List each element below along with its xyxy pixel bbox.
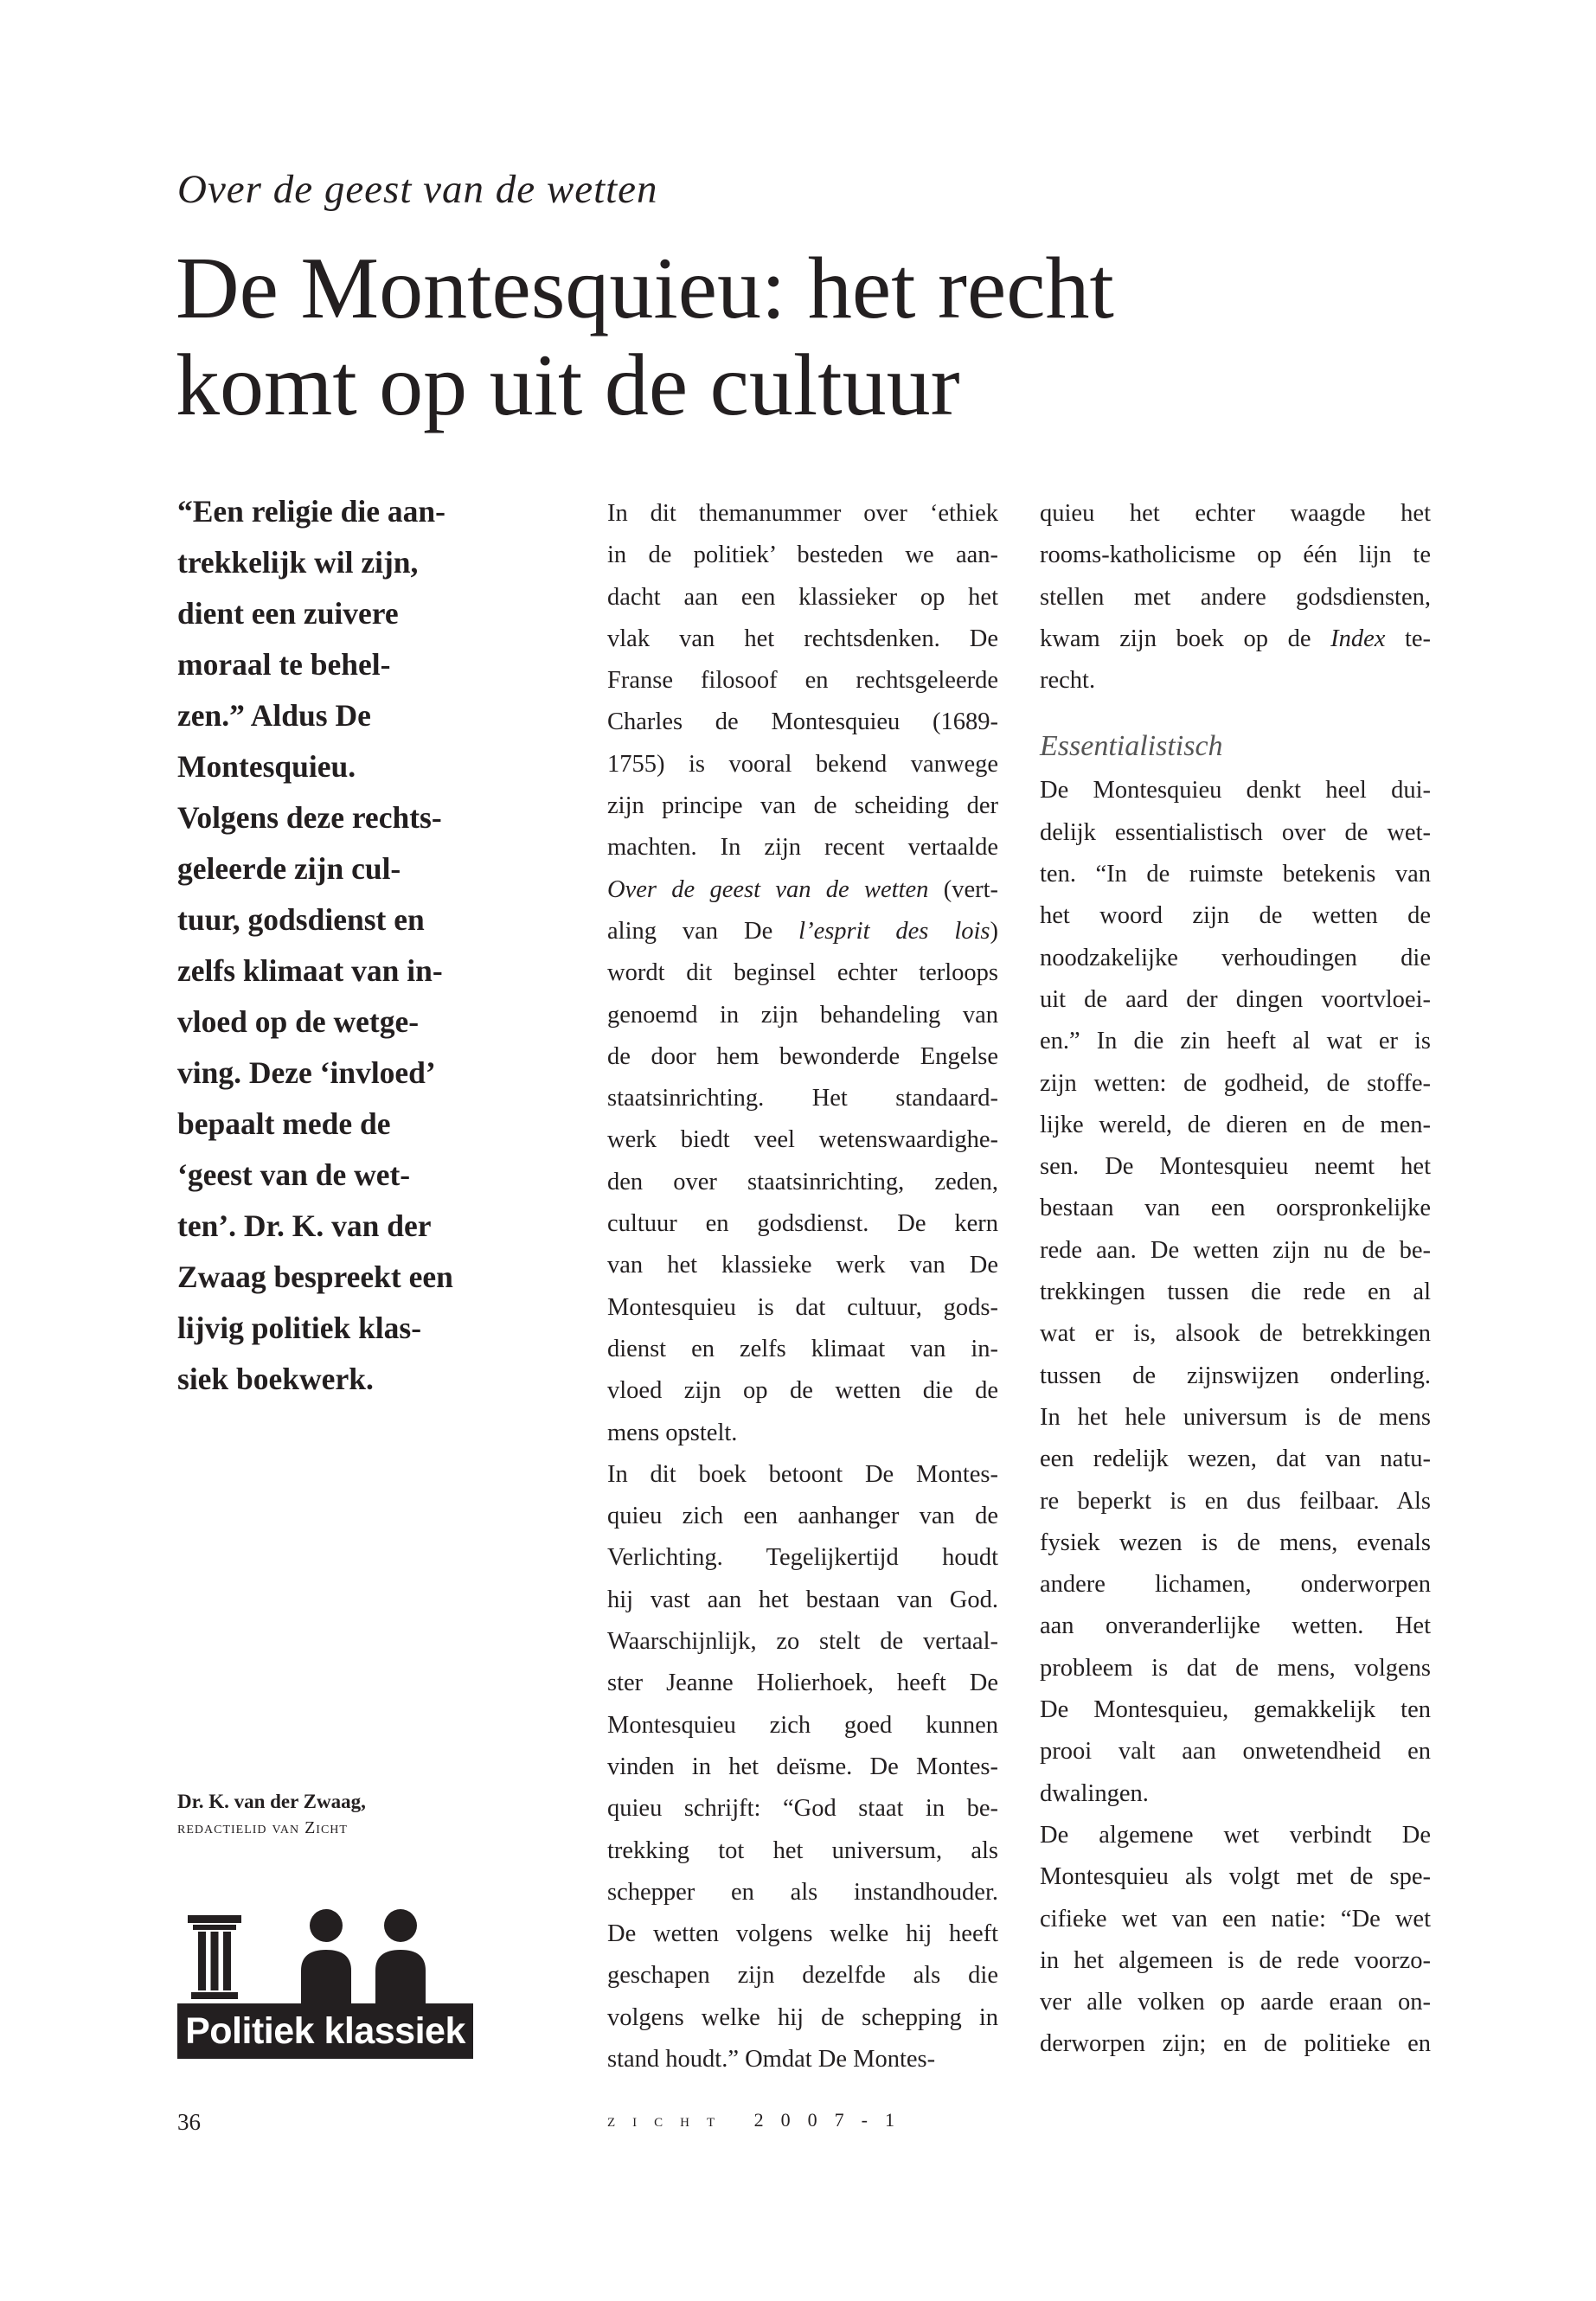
text-line: vloed zijn op de wetten die de bbox=[607, 1377, 998, 1405]
body-column-2 bbox=[1040, 493, 1431, 2066]
logo-label: Politiek klassiek bbox=[177, 2003, 473, 2059]
text-line: moraal te behel- bbox=[177, 647, 391, 682]
text-line: delijk essentialistisch over de wet- bbox=[1040, 818, 1431, 846]
text-line: Waarschijnlijk, zo stelt de vertaal- bbox=[607, 1628, 998, 1656]
text-line: in het algemeen is de rede voorzo- bbox=[1040, 1946, 1431, 1974]
column-2-section bbox=[1040, 770, 1431, 2065]
body-column-1 bbox=[607, 493, 998, 2080]
text-line: zijn principe van de scheiding der bbox=[607, 792, 998, 820]
text-line: lijke wereld, de dieren en de men- bbox=[1040, 1111, 1431, 1138]
text-line: 1755) is vooral bekend vanwege bbox=[607, 750, 998, 778]
text-line: trekkingen tussen die rede en al bbox=[1040, 1279, 1431, 1306]
text-line: trekking tot het universum, als bbox=[607, 1836, 998, 1864]
text-line: aling van De l’esprit des lois) bbox=[607, 917, 998, 945]
text-line: aan onveranderlijke wetten. Het bbox=[1040, 1612, 1431, 1640]
title-line: komt op uit de cultuur bbox=[176, 336, 960, 434]
text-line: vloed op de wetge- bbox=[177, 1004, 420, 1039]
text-line: werk biedt veel wetenswaardighe- bbox=[607, 1126, 998, 1154]
person-figure-icon bbox=[301, 1909, 351, 2005]
text-line: rooms-katholicisme op één lijn te bbox=[1040, 542, 1431, 569]
text-line: en.” In die zin heeft al wat er is bbox=[1040, 1028, 1431, 1055]
text-line: lijvig politiek klas- bbox=[177, 1311, 422, 1345]
text-line: prooi valt aan onwetendheid en bbox=[1040, 1738, 1431, 1766]
intro-lead bbox=[177, 486, 497, 1405]
text-line: rede aan. De wetten zijn nu de be- bbox=[1040, 1236, 1431, 1264]
text-line: bepaalt mede de bbox=[177, 1106, 391, 1141]
text-line: machten. In zijn recent vertaalde bbox=[607, 834, 998, 862]
text-line: Zwaag bespreekt een bbox=[177, 1259, 453, 1294]
text-line: ten. “In de ruimste betekenis van bbox=[1040, 861, 1431, 888]
text-line: stand houdt.” Omdat De Montes- bbox=[607, 2045, 936, 2073]
text-line: cultuur en godsdienst. De kern bbox=[607, 1210, 998, 1238]
text-line: staatsinrichting. Het standaard- bbox=[607, 1085, 998, 1112]
author-credit bbox=[177, 1789, 366, 1841]
text-line: vlak van het rechtsdenken. De bbox=[607, 625, 998, 652]
text-line: quieu het echter waagde het bbox=[1040, 500, 1431, 527]
running-title: zicht 2007-1 bbox=[607, 2109, 912, 2131]
text-line: Volgens deze rechts- bbox=[177, 800, 442, 835]
italic-title: Index bbox=[1330, 625, 1386, 652]
text-line: volgens welke hij de schepping in bbox=[607, 2003, 998, 2031]
column-pillar-icon bbox=[188, 1915, 241, 1999]
italic-title: l’esprit des lois bbox=[798, 917, 990, 945]
author-name: Dr. K. van der Zwaag, bbox=[177, 1791, 366, 1812]
text-line: siek boekwerk. bbox=[177, 1362, 374, 1396]
text-line: de door hem bewonderde Engelse bbox=[607, 1042, 998, 1070]
text-line: re beperkt is en dus feilbaar. Als bbox=[1040, 1487, 1431, 1515]
text-line: tussen de zijnswijzen onderling. bbox=[1040, 1362, 1431, 1389]
text-line: “Een religie die aan- bbox=[177, 494, 445, 529]
politiek-klassiek-logo bbox=[177, 1903, 473, 2063]
column-2-opening bbox=[1040, 493, 1431, 702]
text-line: ver alle volken op aarde eraan on- bbox=[1040, 1989, 1431, 2016]
text-line: dient een zuivere bbox=[177, 596, 399, 631]
text-line: een redelijk wezen, dat van natu- bbox=[1040, 1445, 1431, 1473]
text-line: probleem is dat de mens, volgens bbox=[1040, 1654, 1431, 1682]
text-line: Montesquieu is dat cultuur, gods- bbox=[607, 1293, 998, 1321]
page-number: 36 bbox=[177, 2109, 201, 2135]
text-line: genoemd in zijn behandeling van bbox=[607, 1001, 998, 1029]
text-line: trekkelijk wil zijn, bbox=[177, 545, 419, 580]
text-line: De Montesquieu, gemakkelijk ten bbox=[1040, 1696, 1431, 1724]
text-line: tuur, godsdienst en bbox=[177, 902, 425, 937]
text-line: ‘geest van de wet- bbox=[177, 1157, 411, 1192]
article-title bbox=[176, 240, 1114, 434]
text-line: recht. bbox=[1040, 667, 1096, 695]
text-line: In het hele universum is de mens bbox=[1040, 1403, 1431, 1431]
text-line: van het klassieke werk van De bbox=[607, 1252, 998, 1279]
text-line: wordt dit beginsel echter terloops bbox=[607, 959, 998, 987]
text-line: uit de aard der dingen voortvloei- bbox=[1040, 985, 1431, 1013]
title-line: De Montesquieu: het recht bbox=[176, 240, 1114, 337]
text-line: dienst en zelfs klimaat van in- bbox=[607, 1335, 998, 1362]
text-line: in de politiek’ besteden we aan- bbox=[607, 542, 998, 569]
text-line: ten’. Dr. K. van der bbox=[177, 1208, 432, 1243]
text-line: cifieke wet van een natie: “De wet bbox=[1040, 1905, 1431, 1932]
text-line: In dit themanummer over ‘ethiek bbox=[607, 500, 998, 527]
text-line: vinden in het deïsme. De Montes- bbox=[607, 1753, 998, 1780]
text-line: stellen met andere godsdiensten, bbox=[1040, 583, 1431, 611]
person-figure-icon bbox=[375, 1909, 426, 2005]
text-line: geschapen zijn dezelfde als die bbox=[607, 1962, 998, 1990]
text-line: Verlichting. Tegelijkertijd houdt bbox=[607, 1544, 998, 1572]
text-line: fysiek wezen is de mens, evenals bbox=[1040, 1529, 1431, 1556]
text-line: zen.” Aldus De bbox=[177, 698, 371, 733]
text-line: In dit boek betoont De Montes- bbox=[607, 1460, 998, 1488]
text-line: Montesquieu zich goed kunnen bbox=[607, 1711, 998, 1739]
section-subheading: Essentialistisch bbox=[1040, 730, 1223, 763]
text-line: noodzakelijke verhoudingen die bbox=[1040, 944, 1431, 971]
text-line: zijn wetten: de godheid, de stoffe- bbox=[1040, 1069, 1431, 1097]
text-line: De algemene wet verbindt De bbox=[1040, 1821, 1431, 1849]
text-line: het woord zijn de wetten de bbox=[1040, 902, 1431, 930]
text-line: Over de geest van de wetten (vert- bbox=[607, 875, 998, 903]
text-line: schepper en als instandhouder. bbox=[607, 1878, 998, 1906]
text-line: zelfs klimaat van in- bbox=[177, 953, 443, 988]
text-line: wat er is, alsook de betrekkingen bbox=[1040, 1320, 1431, 1348]
article-kicker: Over de geest van de wetten bbox=[177, 167, 658, 212]
text-line: Franse filosoof en rechtsgeleerde bbox=[607, 667, 998, 695]
text-line: ster Jeanne Holierhoek, heeft De bbox=[607, 1670, 998, 1697]
text-line: derworpen zijn; en de politieke en bbox=[1040, 2030, 1431, 2058]
text-line: den over staatsinrichting, zeden, bbox=[607, 1168, 998, 1195]
text-line: Charles de Montesquieu (1689- bbox=[607, 708, 998, 736]
text-line: geleerde zijn cul- bbox=[177, 851, 401, 886]
text-line: De wetten volgens welke hij heeft bbox=[607, 1920, 998, 1948]
text-line: Montesquieu als volgt met de spe- bbox=[1040, 1863, 1431, 1891]
text-line: dwalingen. bbox=[1040, 1779, 1149, 1807]
text-line: bestaan van een oorspronkelijke bbox=[1040, 1195, 1431, 1222]
text-line: kwam zijn boek op de Index te- bbox=[1040, 625, 1431, 652]
text-line: Montesquieu. bbox=[177, 749, 356, 784]
text-line: quieu schrijft: “God staat in be- bbox=[607, 1795, 998, 1823]
text-line: ving. Deze ‘invloed’ bbox=[177, 1055, 436, 1090]
author-role: redactielid van Zicht bbox=[177, 1818, 348, 1837]
text-line: sen. De Montesquieu neemt het bbox=[1040, 1153, 1431, 1181]
text-line: quieu zich een aanhanger van de bbox=[607, 1503, 998, 1530]
text-line: De Montesquieu denkt heel dui- bbox=[1040, 777, 1431, 804]
text-line: mens opstelt. bbox=[607, 1419, 738, 1446]
text-line: hij vast aan het bestaan van God. bbox=[607, 1586, 998, 1613]
text-line: andere lichamen, onderworpen bbox=[1040, 1571, 1431, 1599]
italic-title: Over de geest van de wetten bbox=[607, 875, 929, 903]
text-line: dacht aan een klassieker op het bbox=[607, 583, 998, 611]
